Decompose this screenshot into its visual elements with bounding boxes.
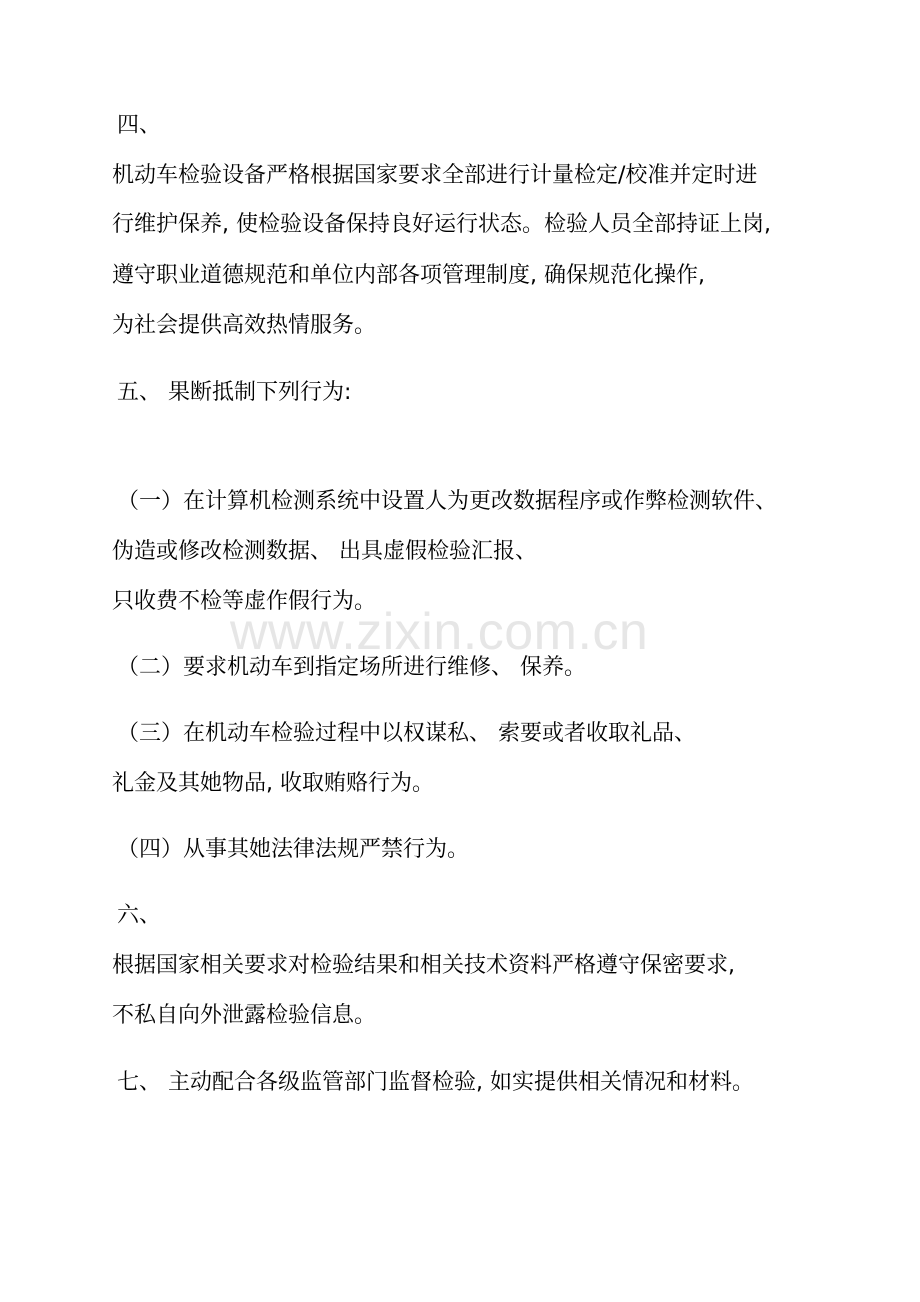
list-item-1: （一）在计算机检测系统中设置人为更改数据程序或作弊检测软件、 bbox=[117, 489, 778, 514]
list-item-4: （四）从事其她法律法规严禁行为。 bbox=[117, 837, 470, 862]
paragraph-line: 行维护保养, 使检验设备保持良好运行状态。检验人员全部持证上岗, bbox=[112, 212, 771, 237]
list-item-1-continued: 只收费不检等虚作假行为。 bbox=[112, 589, 377, 614]
section-heading-5: 五、 果断抵制下列行为: bbox=[117, 380, 352, 405]
paragraph-line: 机动车检验设备严格根据国家要求全部进行计量检定/校准并定时进 bbox=[112, 163, 758, 188]
paragraph-line: 为社会提供高效热情服务。 bbox=[112, 313, 377, 338]
section-heading-4: 四、 bbox=[117, 113, 162, 138]
list-item-1-continued: 伪造或修改检测数据、 出具虚假检验汇报、 bbox=[112, 539, 537, 564]
section-heading-7: 七、 主动配合各级监管部门监督检验, 如实提供相关情况和材料。 bbox=[117, 1070, 754, 1095]
paragraph-line: 根据国家相关要求对检验结果和相关技术资料严格遵守保密要求, bbox=[112, 953, 735, 978]
paragraph-line: 不私自向外泄露检验信息。 bbox=[112, 1003, 377, 1028]
watermark: www.zixin.com.cn bbox=[230, 603, 649, 661]
section-heading-6: 六、 bbox=[117, 903, 162, 928]
list-item-2: （二）要求机动车到指定场所进行维修、 保养。 bbox=[117, 655, 586, 680]
list-item-3-continued: 礼金及其她物品, 收取贿赂行为。 bbox=[112, 771, 434, 796]
paragraph-line: 遵守职业道德规范和单位内部各项管理制度, 确保规范化操作, bbox=[112, 263, 705, 288]
list-item-3: （三）在机动车检验过程中以权谋私、 索要或者收取礼品、 bbox=[117, 721, 696, 746]
